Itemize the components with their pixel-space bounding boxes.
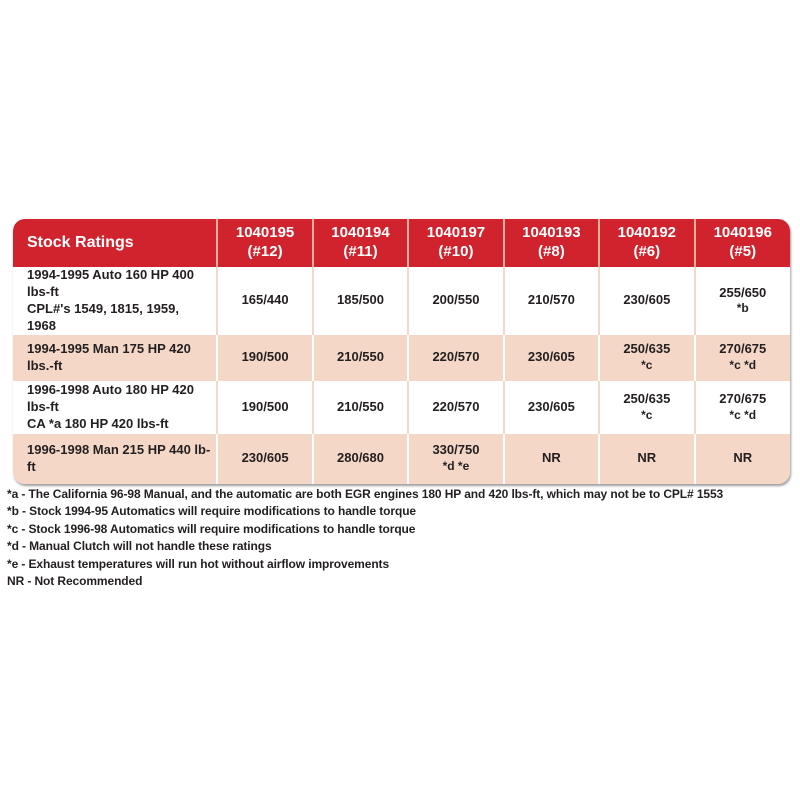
rating-cell <box>695 381 790 434</box>
row-label-line2: CA *a 180 HP 420 lbs-ft <box>27 415 169 431</box>
rating-cell <box>408 434 503 484</box>
row-label-line2: CPL#'s 1549, 1815, 1959, 1968 <box>27 300 179 333</box>
rating-cell <box>599 267 694 335</box>
footnote-d: *d - Manual Clutch will not handle these ratings <box>7 539 272 554</box>
header-col-1040192 <box>599 219 694 267</box>
part-number: 1040196 <box>713 224 772 242</box>
row-label-line1: 1996-1998 Auto 180 HP 420 lbs-ft <box>27 381 194 414</box>
cell-value: 330/750 <box>432 442 480 458</box>
part-number: 1040194 <box>331 224 390 242</box>
cell-value: 230/605 <box>623 292 671 308</box>
cell-value: NR <box>733 450 753 466</box>
rating-cell <box>599 381 694 434</box>
part-sub: (#11) <box>343 243 378 260</box>
footnote-b: *b - Stock 1994-95 Automatics will require modifications to handle torque <box>7 504 417 519</box>
rating-cell <box>313 335 408 381</box>
rating-cell <box>599 335 694 381</box>
part-sub: (#10) <box>438 243 474 260</box>
rating-cell <box>504 381 599 434</box>
rating-cell <box>504 335 599 381</box>
footnote-c: *c - Stock 1996-98 Automatics will require modifications to handle torque <box>7 521 416 536</box>
rating-cell <box>313 434 408 484</box>
header-col-1040195 <box>217 219 312 267</box>
header-col-1040194 <box>313 219 408 267</box>
cell-value: 250/635 <box>623 390 671 406</box>
row-label <box>13 335 217 381</box>
cell-value: NR <box>637 450 657 466</box>
cell-value: 255/650 <box>719 284 767 300</box>
footnotes <box>7 486 787 590</box>
cell-note: *d *e <box>442 459 470 474</box>
table-row <box>13 335 790 381</box>
part-number: 1040197 <box>426 224 486 242</box>
table-row <box>13 267 790 335</box>
ratings-table <box>13 219 790 484</box>
rating-cell <box>695 434 790 484</box>
header-col-1040197 <box>408 219 503 267</box>
header-col-1040193 <box>504 219 599 267</box>
rating-cell <box>313 381 408 434</box>
cell-value: 210/550 <box>337 349 384 365</box>
cell-value: 270/675 <box>719 341 767 357</box>
cell-value: 270/675 <box>719 390 767 406</box>
part-sub: (#12) <box>247 243 283 260</box>
cell-value: 200/550 <box>432 292 480 308</box>
cell-note: *c <box>641 407 653 422</box>
cell-value: 210/570 <box>527 292 575 308</box>
cell-value: 210/550 <box>337 398 384 414</box>
row-label-line1: 1994-1995 Auto 160 HP 400 lbs-ft <box>27 267 194 299</box>
stock-ratings-table <box>13 219 790 484</box>
cell-value: 230/605 <box>241 450 289 466</box>
rating-cell <box>217 381 312 434</box>
part-sub: (#8) <box>538 243 565 260</box>
cell-value: 220/570 <box>432 349 480 365</box>
cell-value: 230/605 <box>527 349 575 365</box>
rating-cell <box>408 267 503 335</box>
rating-cell <box>695 335 790 381</box>
cell-note: *c *d <box>729 358 757 373</box>
cell-value: 190/500 <box>241 398 289 414</box>
cell-value: 190/500 <box>241 349 289 365</box>
cell-value: 165/440 <box>241 292 289 308</box>
part-number: 1040192 <box>617 224 677 242</box>
rating-cell <box>217 267 312 335</box>
cell-value: 280/680 <box>337 450 384 466</box>
cell-value: 185/500 <box>337 292 384 308</box>
table-row <box>13 381 790 434</box>
header-row <box>13 219 790 267</box>
rating-cell <box>217 335 312 381</box>
rating-cell <box>217 434 312 484</box>
footnote-e: *e - Exhaust temperatures will run hot without airflow improvements <box>7 556 390 571</box>
cell-value: 220/570 <box>432 398 480 414</box>
cell-value: 250/635 <box>623 341 671 357</box>
row-label-line1: 1994-1995 Man 175 HP 420 lbs.-ft <box>27 340 191 373</box>
rating-cell <box>408 381 503 434</box>
table-row <box>13 434 790 484</box>
row-label <box>13 434 217 484</box>
cell-note: *c <box>641 358 653 373</box>
row-label-line1: 1996-1998 Man 215 HP 440 lb-ft <box>27 441 211 474</box>
part-sub: (#5) <box>729 243 757 260</box>
rating-cell <box>504 267 599 335</box>
rating-cell <box>695 267 790 335</box>
header-col-1040196 <box>695 219 790 267</box>
row-label <box>13 267 217 335</box>
part-number: 1040195 <box>235 224 295 242</box>
cell-value: 230/605 <box>527 398 575 414</box>
rating-cell <box>599 434 694 484</box>
rating-cell <box>313 267 408 335</box>
cell-note: *b <box>736 301 749 316</box>
cell-note: *c *d <box>729 407 757 422</box>
footnote-a: *a - The California 96-98 Manual, and the automatic are both EGR engines 180 HP and 420 lbs-ft, which may not be to CPL# 1553 <box>7 487 724 501</box>
row-label <box>13 381 217 434</box>
rating-cell <box>504 434 599 484</box>
footnote-nr: NR - Not Recommended <box>7 574 143 589</box>
rating-cell <box>408 335 503 381</box>
part-sub: (#6) <box>633 243 661 260</box>
header-stock-ratings: Stock Ratings <box>13 219 217 267</box>
cell-value: NR <box>541 450 561 466</box>
part-number: 1040193 <box>522 224 581 242</box>
